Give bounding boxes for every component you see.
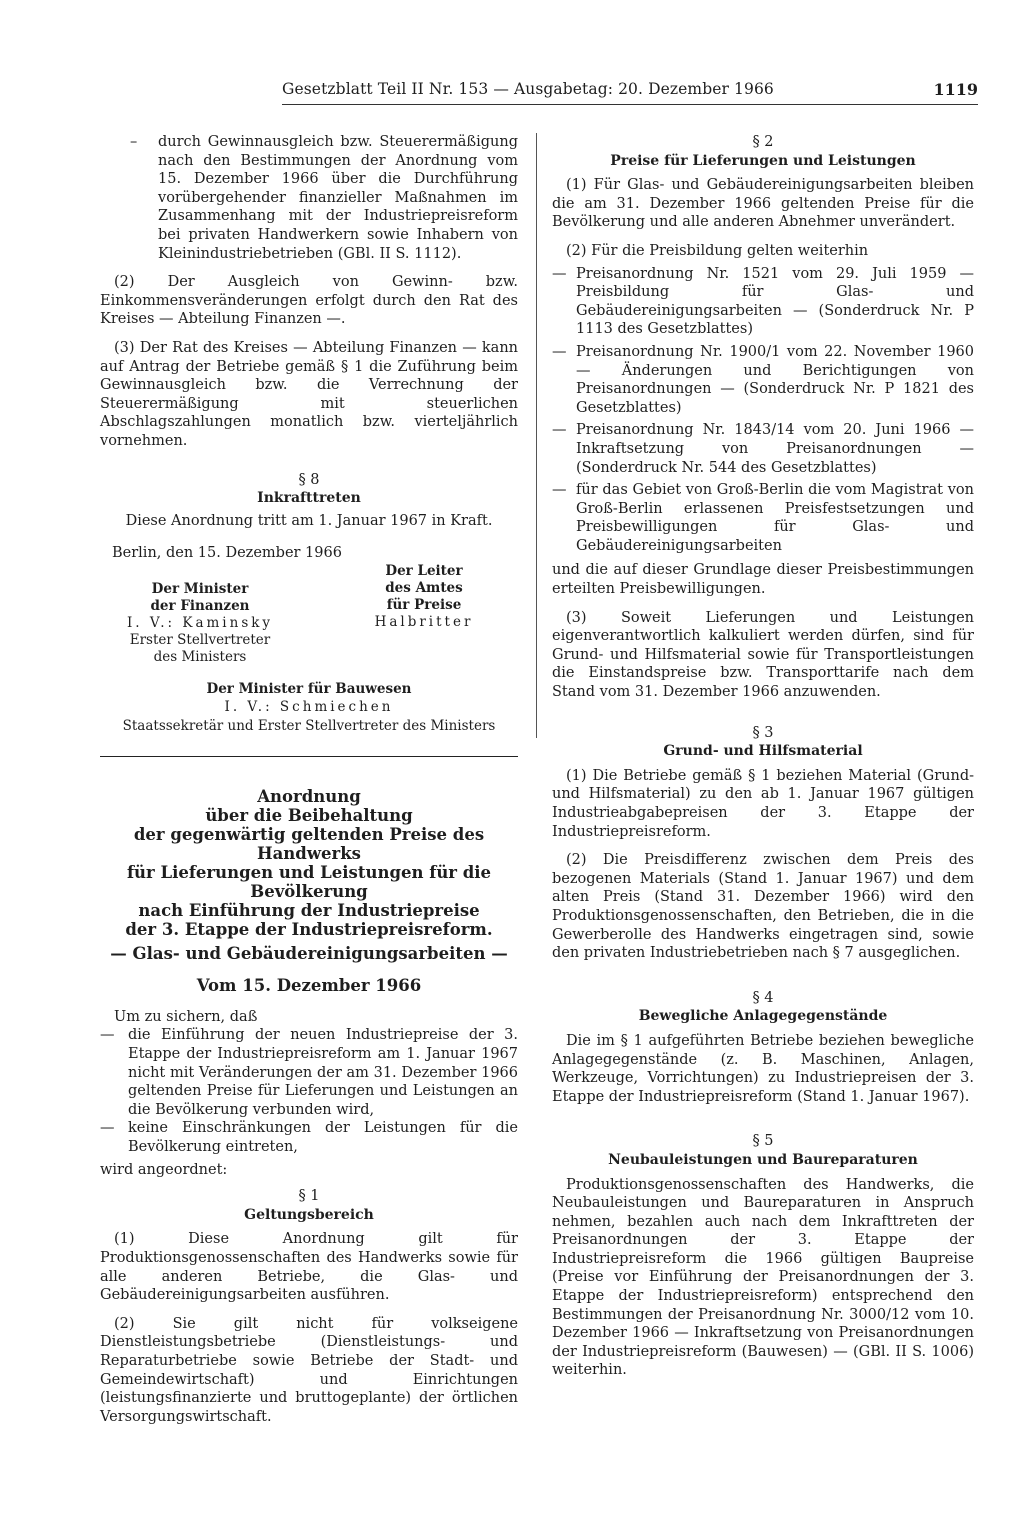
section-3-para-2: (2) Die Preisdifferenz zwischen dem Preis des bezogenen Materials (Stand 1. Januar 1967) und dem alten Preis (Stand 31. Dezember 1966) wird den Produktionsgenossenschaften, den Betrieben, die in die Gewerberolle des Handwerks eingetragen sind, sowie den privaten Industriebetrieben nach § 7 ausgeglichen. — [552, 852, 974, 962]
section-4-para-1: Die im § 1 aufgeführten Betriebe beziehen bewegliche Anlagegegenstände (z. B. Maschinen, Anlagen, Werkzeuge, Vorrichtungen) zu Industriepreisen der 3. Etappe der Industriepreisreform (Stand 1. Januar 1967). — [552, 1032, 974, 1105]
section-2-para-1: (1) Für Glas- und Gebäudereinigungsarbeiten bleiben die am 31. Dezember 1966 geltenden Preise für die Bevölkerung und alle anderen Abnehmer unverändert. — [552, 177, 974, 231]
signature-finance — [100, 581, 300, 666]
sig1-role2: des Ministers — [153, 648, 247, 665]
ord-title-line: der 3. Etappe der Industriepreisreform. — [125, 919, 493, 939]
section-8-title: Inkrafttreten — [257, 490, 361, 507]
page-header — [282, 80, 978, 104]
list-item: — keine Einschränkungen der Leistungen für die Bevölkerung eintreten, — [100, 1120, 518, 1155]
price-order-item: — Preisanordnung Nr. 1900/1 vom 22. November 1960 — Änderungen und Berichtigungen von Preisanordnungen — (Sonderdruck Nr. P 1821 des Gesetzblattes) — [552, 343, 974, 416]
header-title: Gesetzblatt Teil II Nr. 153 — Ausgabetag: 20. Dezember 1966 — [282, 80, 774, 98]
intro: Um zu sichern, daß — [114, 1008, 258, 1025]
section-4-title: Bewegliche Anlagegegenstände — [638, 1008, 888, 1025]
section-2-para-3: (3) Soweit Lieferungen und Leistungen eigenverantwortlich kalkuliert werden dürfen, sind für Grund- und Hilfsmaterial sowie für Transportleistungen die Einstandspreise bzw. Transporttarife nach dem Stand vom 31. Dezember 1966 anzuwenden. — [552, 609, 974, 701]
section-3-title: Grund- und Hilfsmaterial — [663, 743, 863, 760]
sig3-role: Staatssekretär und Erster Stellvertreter des Ministers — [122, 718, 496, 735]
sig2-title1: Der Leiter — [385, 562, 463, 579]
price-order-item: — Preisanordnung Nr. 1521 vom 29. Juli 1959 — Preisbildung für Glas- und Gebäudereinigungsarbeiten — (Sonderdruck Nr. P 1113 des Gesetzblattes) — [552, 265, 974, 338]
sig1-name: I. V.: Kaminsky — [126, 614, 274, 631]
section-2-after-list: und die auf dieser Grundlage dieser Preisbestimmungen erteilten Preisbewilligungen. — [552, 562, 974, 598]
sig2-title3: für Preise — [386, 596, 462, 613]
sig3-title: Der Minister für Bauwesen — [206, 680, 412, 697]
section-3-para-1: (1) Die Betriebe gemäß § 1 beziehen Material (Grund- und Hilfsmaterial) zu den ab 1. Januar 1967 gültigen Industrieabgabepreisen der 3. Etappe der Industriepreisreform. — [552, 767, 974, 840]
paragraph-2: (2) Der Ausgleich von Gewinn- bzw. Einkommensveränderungen erfolgt durch den Rat des Kreises — Abteilung Finanzen —. — [100, 274, 518, 328]
ord-title-line: der gegenwärtig geltenden Preise des Handwerks — [133, 824, 485, 863]
section-5-title: Neubauleistungen und Baureparaturen — [608, 1151, 918, 1168]
section-2-para-2: (2) Für die Preisbildung gelten weiterhin — [566, 242, 869, 259]
price-order-item: — Preisanordnung Nr. 1843/14 vom 20. Juni 1966 — Inkraftsetzung von Preisanordnungen — (Sonderdruck Nr. 544 des Gesetzblattes) — [552, 422, 974, 476]
ordinance-subtitle: — Glas- und Gebäudereinigungsarbeiten — — [110, 943, 508, 963]
section-8-text: Diese Anordnung tritt am 1. Januar 1967 in Kraft. — [125, 512, 493, 529]
section-2-number: § 2 — [752, 134, 774, 150]
ord-title-line: über die Beibehaltung — [205, 805, 413, 825]
sig1-role1: Erster Stellvertreter — [129, 631, 271, 648]
section-3-number: § 3 — [752, 724, 774, 741]
signature-prices — [335, 563, 513, 631]
section-1-para-1: (1) Diese Anordnung gilt für Produktionsgenossenschaften des Handwerks sowie für alle anderen Betriebe, die Glas- und Gebäudereinigungsarbeiten ausführen. — [100, 1231, 518, 1304]
sig1-title1: Der Minister — [151, 580, 249, 597]
sig1-title2: der Finanzen — [150, 597, 250, 614]
ord-title-line: Anordnung — [257, 786, 361, 806]
section-4-number: § 4 — [752, 989, 774, 1006]
ordinance-date: Vom 15. Dezember 1966 — [196, 976, 422, 996]
section-1-para-2: (2) Sie gilt nicht für volkseigene Dienstleistungsbetriebe (Dienstleistungs- und Reparaturbetriebe sowie Betriebe der Stadt- und Gemeindewirtschaft) und Einrichtungen (leistungsfinanzierte und bruttogeplante) der örtlichen Versorgungswirtschaft. — [100, 1315, 518, 1425]
sig2-title2: des Amtes — [385, 579, 463, 596]
paragraph-3: (3) Der Rat des Kreises — Abteilung Finanzen — kann auf Antrag der Betriebe gemäß § 1 die Zuführung beim Gewinnausgleich bzw. die Verrechnung der Steuerermäßigung mit steuerlichen Abschlagszahlungen monatlich bzw. vierteljährlich vornehmen. — [100, 339, 518, 449]
left-column — [100, 133, 518, 1426]
section-8-number: § 8 — [298, 471, 320, 488]
list-item: — die Einführung der neuen Industriepreise der 3. Etappe der Industriepreisreform am 1. Januar 1967 nicht mit Veränderungen der am 31. Dezember 1966 geltenden Preise für Lieferungen und Leistungen an die Bevölkerung verbunden wird, — [100, 1027, 518, 1118]
ord-title-line: für Lieferungen und Leistungen für die Bevölkerung — [126, 862, 492, 901]
section-5-number: § 5 — [752, 1133, 774, 1150]
signature-block — [100, 562, 518, 672]
page-number: 1119 — [933, 80, 978, 99]
continued-list-item: – durch Gewinnausgleich bzw. Steuerermäßigung nach den Bestimmungen der Anordnung vom 15. Dezember 1966 über die Durchführung vorübergehender finanzieller Maßnahmen im Zusammenhang mit der Industriepreisreform bei privaten Handwerkern sowie Inhabern von Kleinindustriebetrieben (GBl. II S. 1112). — [130, 134, 518, 262]
ord-title-line: nach Einführung der Industriepreise — [138, 900, 480, 920]
header-rule — [282, 104, 978, 105]
place-date: Berlin, den 15. Dezember 1966 — [112, 545, 342, 562]
section-2-title: Preise für Lieferungen und Leistungen — [610, 152, 916, 169]
column-rule — [536, 133, 537, 738]
sig3-name: I. V.: Schmiechen — [224, 699, 394, 716]
section-separator — [100, 756, 518, 757]
sig2-name: Halbritter — [374, 613, 474, 630]
section-5-para-1: Produktionsgenossenschaften des Handwerks, die Neubauleistungen und Baureparaturen in Anspruch nehmen, bezahlen auch nach dem Inkrafttreten der Preisanordnungen der 3. Etappe der Industriepreisreform die 1966 gültigen Baupreise (Preise vor Einführung der Preisanordnungen der 3. Etappe der Industriepreisreform) entsprechend den Bestimmungen der Preisanordnung Nr. 3000/12 vom 10. Dezember 1966 — Inkraftsetzung von Preisanordnungen der Industriepreisreform (Bauwesen) — (GBl. II S. 1006) weiterhin. — [552, 1176, 974, 1379]
price-order-item: — für das Gebiet von Groß-Berlin die vom Magistrat von Groß-Berlin erlassenen Preisfestsetzungen und Preisbewilligungen für Glas- und Gebäudereinigungsarbeiten — [552, 482, 974, 554]
decree: wird angeordnet: — [100, 1161, 228, 1178]
section-1-number: § 1 — [298, 1188, 320, 1205]
ordinance-title — [100, 787, 518, 939]
right-column — [552, 133, 974, 1380]
section-1-title: Geltungsbereich — [244, 1206, 374, 1223]
